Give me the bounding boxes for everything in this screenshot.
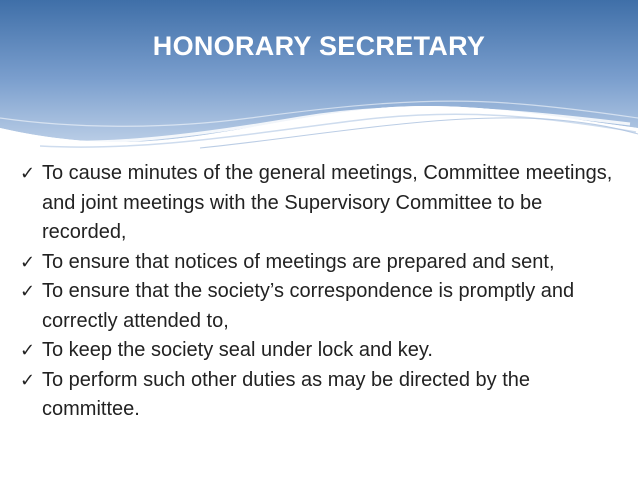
bullet-item — [20, 248, 620, 278]
bullet-text: To ensure that notices of meetings are prepared and sent, — [42, 250, 555, 273]
bullet-text: To perform such other duties as may be directed by the committee. — [42, 368, 531, 420]
bullet-text: To cause minutes of the general meetings, Committee meetings, and joint meetings with the Supervisory Committee to be recorded, — [42, 162, 613, 243]
check-mark-icon: ✓ — [20, 251, 36, 273]
bullet-list — [20, 159, 620, 425]
check-mark-icon: ✓ — [20, 369, 36, 391]
title-banner — [0, 0, 638, 165]
banner-wave-graphic — [0, 0, 638, 165]
bullet-item — [20, 366, 620, 425]
check-mark-icon: ✓ — [20, 281, 36, 302]
bullet-item — [20, 336, 620, 366]
bullet-text: To keep the society seal under lock and key. — [42, 339, 433, 361]
bullet-item — [20, 159, 620, 248]
check-mark-icon: ✓ — [20, 163, 36, 184]
bullet-text: To ensure that the society’s correspondence is promptly and correctly attended to, — [42, 280, 575, 332]
check-mark-icon: ✓ — [20, 340, 36, 361]
slide-title: HONORARY SECRETARY — [152, 31, 486, 61]
bullet-item — [20, 277, 620, 336]
